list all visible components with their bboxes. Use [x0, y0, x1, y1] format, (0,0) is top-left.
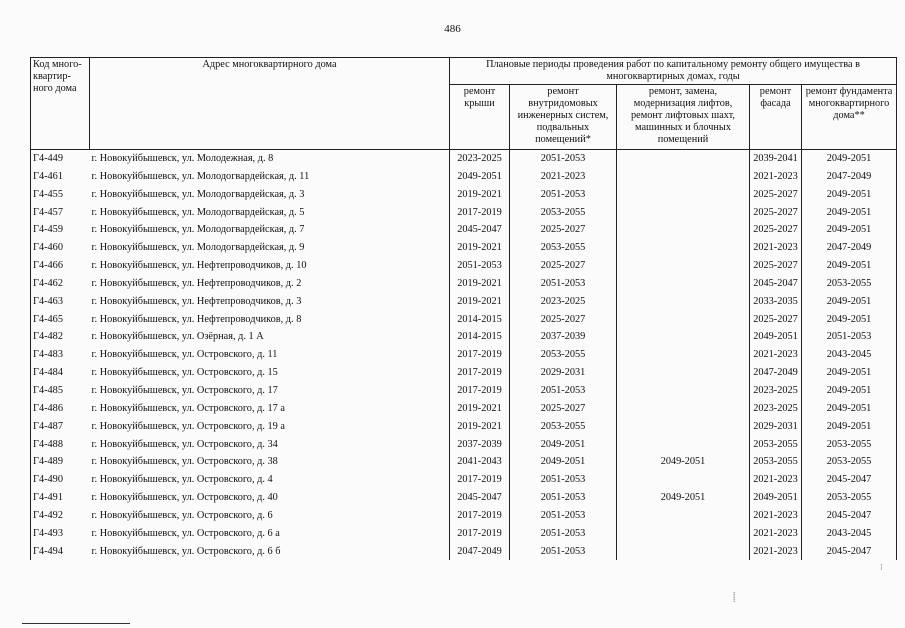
- cell-foundation: 2043-2045: [802, 346, 897, 364]
- cell-facade: 2025-2027: [750, 257, 802, 275]
- cell-roof: 2019-2021: [450, 275, 510, 293]
- cell-roof: 2017-2019: [450, 346, 510, 364]
- cell-lifts: [617, 150, 750, 168]
- cell-foundation: 2049-2051: [802, 221, 897, 239]
- cell-lifts: [617, 221, 750, 239]
- cell-roof: 2017-2019: [450, 507, 510, 525]
- cell-foundation: 2053-2055: [802, 275, 897, 293]
- cell-code: Г4-465: [31, 311, 90, 329]
- cell-facade: 2039-2041: [750, 150, 802, 168]
- cell-foundation: 2047-2049: [802, 168, 897, 186]
- cell-lifts: [617, 346, 750, 364]
- cell-systems: 2053-2055: [510, 239, 617, 257]
- cell-lifts: [617, 275, 750, 293]
- cell-code: Г4-482: [31, 328, 90, 346]
- cell-code: Г4-462: [31, 275, 90, 293]
- table-row: [31, 400, 897, 418]
- cell-facade: 2023-2025: [750, 382, 802, 400]
- capital-repair-table: [30, 57, 897, 560]
- page-number: 486: [444, 23, 461, 35]
- cell-roof: 2019-2021: [450, 239, 510, 257]
- cell-address: г. Новокуйбышевск, ул. Молодогвардейская, д. 7: [90, 221, 450, 239]
- cell-roof: 2051-2053: [450, 257, 510, 275]
- table-row: [31, 293, 897, 311]
- cell-roof: 2045-2047: [450, 489, 510, 507]
- cell-code: Г4-487: [31, 418, 90, 436]
- cell-code: Г4-459: [31, 221, 90, 239]
- cell-address: г. Новокуйбышевск, ул. Островского, д. 4: [90, 471, 450, 489]
- cell-facade: 2049-2051: [750, 328, 802, 346]
- cell-lifts: [617, 239, 750, 257]
- cell-lifts: [617, 418, 750, 436]
- cell-facade: 2047-2049: [750, 364, 802, 382]
- cell-facade: 2021-2023: [750, 543, 802, 561]
- cell-systems: 2049-2051: [510, 453, 617, 471]
- header-periods: Плановые периоды проведения работ по капитальному ремонту общего имущества в многоквартирных домах, годы: [450, 58, 897, 85]
- table-row: [31, 204, 897, 222]
- cell-address: г. Новокуйбышевск, ул. Островского, д. 11: [90, 346, 450, 364]
- cell-code: Г4-461: [31, 168, 90, 186]
- cell-foundation: 2053-2055: [802, 489, 897, 507]
- cell-systems: 2025-2027: [510, 257, 617, 275]
- cell-facade: 2021-2023: [750, 239, 802, 257]
- cell-code: Г4-488: [31, 436, 90, 454]
- cell-roof: 2017-2019: [450, 382, 510, 400]
- cell-facade: 2021-2023: [750, 346, 802, 364]
- capital-repair-table-container: [30, 57, 896, 560]
- table-row: [31, 525, 897, 543]
- cell-foundation: 2047-2049: [802, 239, 897, 257]
- cell-lifts: [617, 311, 750, 329]
- cell-roof: 2019-2021: [450, 293, 510, 311]
- cell-address: г. Новокуйбышевск, ул. Островского, д. 6: [90, 507, 450, 525]
- cell-roof: 2014-2015: [450, 328, 510, 346]
- cell-lifts: 2049-2051: [617, 489, 750, 507]
- cell-foundation: 2049-2051: [802, 186, 897, 204]
- cell-address: г. Новокуйбышевск, ул. Молодогвардейская, д. 3: [90, 186, 450, 204]
- cell-foundation: 2049-2051: [802, 418, 897, 436]
- cell-roof: 2049-2051: [450, 168, 510, 186]
- cell-facade: 2021-2023: [750, 471, 802, 489]
- table-row: [31, 221, 897, 239]
- header-facade: ремонт фасада: [750, 85, 802, 150]
- cell-systems: 2037-2039: [510, 328, 617, 346]
- cell-systems: 2023-2025: [510, 293, 617, 311]
- cell-foundation: 2049-2051: [802, 364, 897, 382]
- cell-systems: 2051-2053: [510, 525, 617, 543]
- cell-foundation: 2049-2051: [802, 204, 897, 222]
- scan-artifact: ⸽: [733, 592, 736, 602]
- cell-facade: 2021-2023: [750, 525, 802, 543]
- cell-roof: 2019-2021: [450, 186, 510, 204]
- table-row: [31, 364, 897, 382]
- header-lifts: ремонт, замена, модернизация лифтов, ремонт лифтовых шахт, машинных и блочных помещений: [617, 85, 750, 150]
- cell-systems: 2049-2051: [510, 436, 617, 454]
- cell-lifts: [617, 364, 750, 382]
- table-header: [31, 58, 897, 150]
- cell-facade: 2049-2051: [750, 489, 802, 507]
- cell-lifts: [617, 168, 750, 186]
- footnote-divider: [22, 623, 130, 624]
- cell-roof: 2037-2039: [450, 436, 510, 454]
- cell-systems: 2053-2055: [510, 346, 617, 364]
- cell-foundation: 2045-2047: [802, 507, 897, 525]
- cell-address: г. Новокуйбышевск, ул. Озёрная, д. 1 А: [90, 328, 450, 346]
- cell-roof: 2017-2019: [450, 471, 510, 489]
- cell-lifts: [617, 507, 750, 525]
- cell-code: Г4-489: [31, 453, 90, 471]
- cell-facade: 2023-2025: [750, 400, 802, 418]
- cell-systems: 2051-2053: [510, 382, 617, 400]
- table-row: [31, 382, 897, 400]
- cell-code: Г4-492: [31, 507, 90, 525]
- cell-address: г. Новокуйбышевск, ул. Нефтепроводчиков, д. 2: [90, 275, 450, 293]
- cell-roof: 2014-2015: [450, 311, 510, 329]
- cell-roof: 2019-2021: [450, 400, 510, 418]
- cell-foundation: 2053-2055: [802, 453, 897, 471]
- cell-facade: 2021-2023: [750, 507, 802, 525]
- cell-facade: 2025-2027: [750, 311, 802, 329]
- cell-address: г. Новокуйбышевск, ул. Островского, д. 15: [90, 364, 450, 382]
- scan-artifact: ⁝: [880, 562, 883, 572]
- table-body: [31, 150, 897, 561]
- cell-lifts: 2049-2051: [617, 453, 750, 471]
- cell-facade: 2021-2023: [750, 168, 802, 186]
- cell-facade: 2033-2035: [750, 293, 802, 311]
- table-row: [31, 328, 897, 346]
- cell-facade: 2029-2031: [750, 418, 802, 436]
- table-row: [31, 543, 897, 561]
- cell-systems: 2051-2053: [510, 150, 617, 168]
- header-systems: ремонт внутридомовых инженерных систем, подвальных помещений*: [510, 85, 617, 150]
- table-row: [31, 311, 897, 329]
- cell-systems: 2025-2027: [510, 311, 617, 329]
- cell-lifts: [617, 293, 750, 311]
- cell-address: г. Новокуйбышевск, ул. Островского, д. 6 а: [90, 525, 450, 543]
- cell-systems: 2051-2053: [510, 543, 617, 561]
- cell-foundation: 2049-2051: [802, 311, 897, 329]
- cell-roof: 2019-2021: [450, 418, 510, 436]
- table-row: [31, 418, 897, 436]
- table-row: [31, 489, 897, 507]
- cell-foundation: 2049-2051: [802, 150, 897, 168]
- cell-roof: 2017-2019: [450, 364, 510, 382]
- cell-systems: 2051-2053: [510, 471, 617, 489]
- cell-code: Г4-483: [31, 346, 90, 364]
- cell-facade: 2025-2027: [750, 204, 802, 222]
- cell-code: Г4-493: [31, 525, 90, 543]
- cell-code: Г4-491: [31, 489, 90, 507]
- cell-facade: 2053-2055: [750, 453, 802, 471]
- cell-code: Г4-485: [31, 382, 90, 400]
- cell-roof: 2047-2049: [450, 543, 510, 561]
- cell-code: Г4-463: [31, 293, 90, 311]
- cell-address: г. Новокуйбышевск, ул. Островского, д. 19 а: [90, 418, 450, 436]
- cell-code: Г4-494: [31, 543, 90, 561]
- cell-systems: 2029-2031: [510, 364, 617, 382]
- cell-roof: 2041-2043: [450, 453, 510, 471]
- cell-roof: 2023-2025: [450, 150, 510, 168]
- cell-lifts: [617, 204, 750, 222]
- cell-code: Г4-449: [31, 150, 90, 168]
- table-row: [31, 150, 897, 168]
- cell-lifts: [617, 186, 750, 204]
- cell-code: Г4-484: [31, 364, 90, 382]
- table-row: [31, 239, 897, 257]
- cell-lifts: [617, 543, 750, 561]
- cell-lifts: [617, 525, 750, 543]
- cell-address: г. Новокуйбышевск, ул. Нефтепроводчиков, д. 10: [90, 257, 450, 275]
- table-row: [31, 257, 897, 275]
- cell-systems: 2025-2027: [510, 400, 617, 418]
- cell-address: г. Новокуйбышевск, ул. Островского, д. 17 а: [90, 400, 450, 418]
- header-code: Код много-квартир-ного дома: [31, 58, 90, 150]
- cell-code: Г4-486: [31, 400, 90, 418]
- cell-lifts: [617, 328, 750, 346]
- cell-roof: 2045-2047: [450, 221, 510, 239]
- cell-foundation: 2053-2055: [802, 436, 897, 454]
- cell-lifts: [617, 471, 750, 489]
- cell-address: г. Новокуйбышевск, ул. Молодогвардейская, д. 9: [90, 239, 450, 257]
- cell-address: г. Новокуйбышевск, ул. Молодогвардейская, д. 5: [90, 204, 450, 222]
- cell-foundation: 2043-2045: [802, 525, 897, 543]
- cell-code: Г4-490: [31, 471, 90, 489]
- table-row: [31, 471, 897, 489]
- header-roof: ремонт крыши: [450, 85, 510, 150]
- cell-systems: 2051-2053: [510, 275, 617, 293]
- table-row: [31, 436, 897, 454]
- cell-systems: 2051-2053: [510, 507, 617, 525]
- cell-address: г. Новокуйбышевск, ул. Островского, д. 38: [90, 453, 450, 471]
- cell-systems: 2053-2055: [510, 418, 617, 436]
- cell-foundation: 2051-2053: [802, 328, 897, 346]
- cell-foundation: 2049-2051: [802, 293, 897, 311]
- header-foundation: ремонт фундамента многоквартирного дома**: [802, 85, 897, 150]
- cell-roof: 2017-2019: [450, 204, 510, 222]
- cell-systems: 2053-2055: [510, 204, 617, 222]
- cell-address: г. Новокуйбышевск, ул. Молодогвардейская, д. 11: [90, 168, 450, 186]
- table-row: [31, 453, 897, 471]
- cell-address: г. Новокуйбышевск, ул. Островского, д. 40: [90, 489, 450, 507]
- cell-foundation: 2045-2047: [802, 543, 897, 561]
- cell-address: г. Новокуйбышевск, ул. Островского, д. 17: [90, 382, 450, 400]
- table-row: [31, 168, 897, 186]
- cell-lifts: [617, 257, 750, 275]
- cell-code: Г4-455: [31, 186, 90, 204]
- cell-address: г. Новокуйбышевск, ул. Молодежная, д. 8: [90, 150, 450, 168]
- cell-systems: 2021-2023: [510, 168, 617, 186]
- cell-foundation: 2049-2051: [802, 400, 897, 418]
- cell-address: г. Новокуйбышевск, ул. Нефтепроводчиков, д. 8: [90, 311, 450, 329]
- cell-lifts: [617, 382, 750, 400]
- cell-lifts: [617, 436, 750, 454]
- table-row: [31, 507, 897, 525]
- table-row: [31, 186, 897, 204]
- cell-address: г. Новокуйбышевск, ул. Островского, д. 6 б: [90, 543, 450, 561]
- cell-lifts: [617, 400, 750, 418]
- cell-facade: 2053-2055: [750, 436, 802, 454]
- cell-foundation: 2049-2051: [802, 382, 897, 400]
- cell-code: Г4-457: [31, 204, 90, 222]
- cell-address: г. Новокуйбышевск, ул. Нефтепроводчиков, д. 3: [90, 293, 450, 311]
- cell-systems: 2025-2027: [510, 221, 617, 239]
- cell-facade: 2025-2027: [750, 186, 802, 204]
- header-address: Адрес многоквартирного дома: [90, 58, 450, 150]
- cell-address: г. Новокуйбышевск, ул. Островского, д. 34: [90, 436, 450, 454]
- table-row: [31, 275, 897, 293]
- cell-systems: 2051-2053: [510, 186, 617, 204]
- cell-code: Г4-466: [31, 257, 90, 275]
- cell-foundation: 2045-2047: [802, 471, 897, 489]
- cell-facade: 2025-2027: [750, 221, 802, 239]
- cell-code: Г4-460: [31, 239, 90, 257]
- cell-foundation: 2049-2051: [802, 257, 897, 275]
- cell-roof: 2017-2019: [450, 525, 510, 543]
- cell-facade: 2045-2047: [750, 275, 802, 293]
- table-row: [31, 346, 897, 364]
- cell-systems: 2051-2053: [510, 489, 617, 507]
